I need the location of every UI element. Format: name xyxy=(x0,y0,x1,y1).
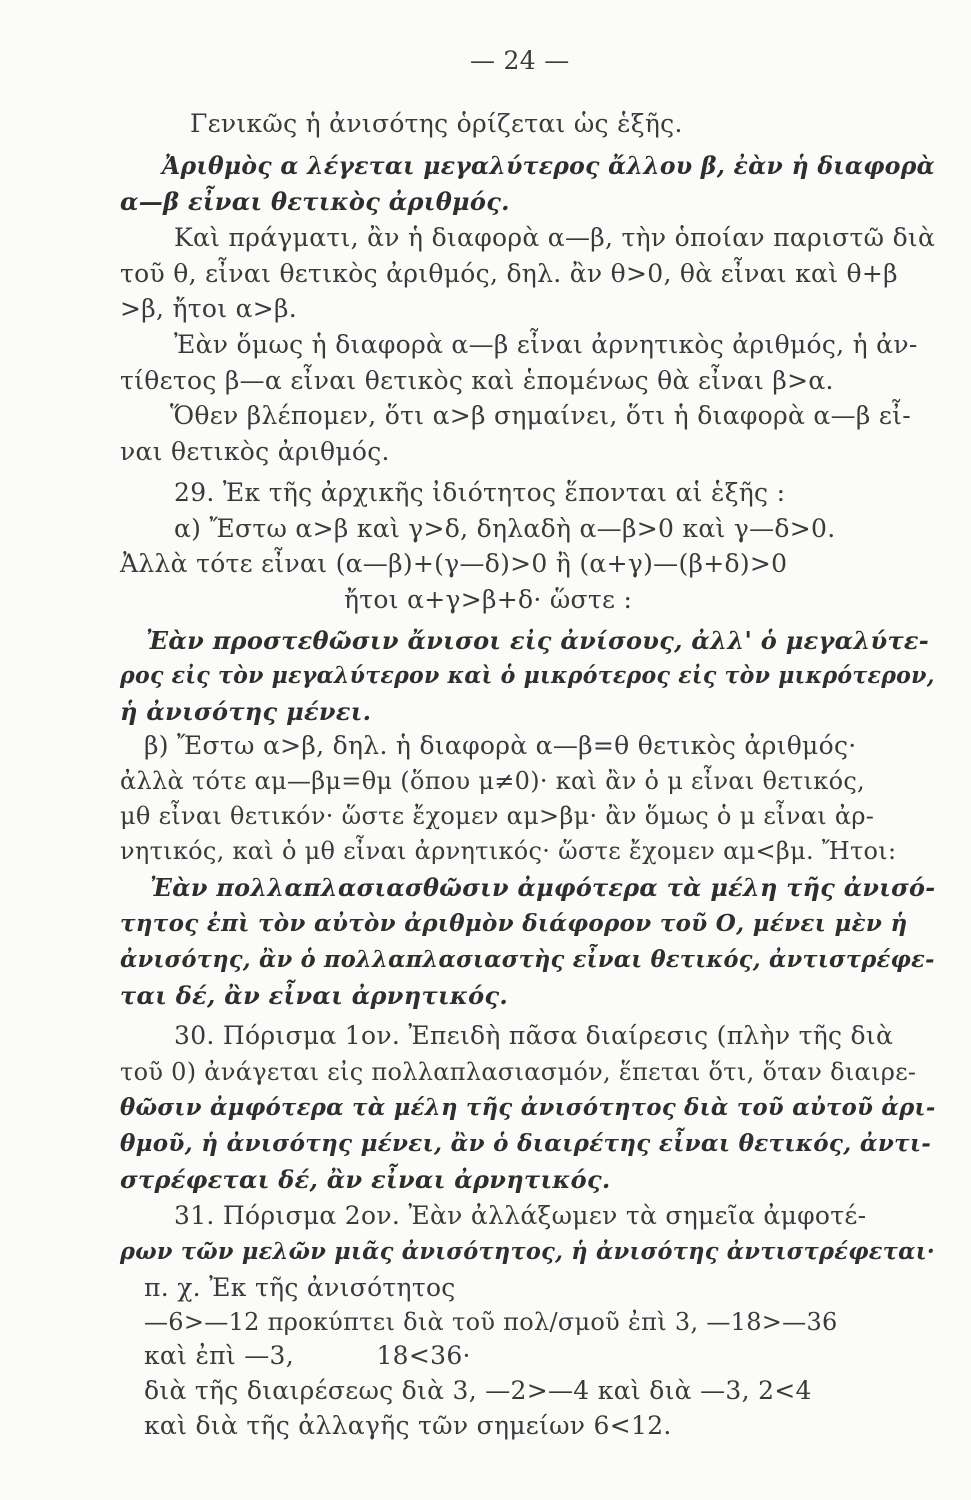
text-line: στρέφεται δέ, ἂν εἶναι ἀρνητικός. xyxy=(120,1165,611,1194)
text-line: ἀλλὰ τότε αμ—βμ=θμ (ὅπου μ≠0)· καὶ ἂν ὁ μ εἶναι θετικός, xyxy=(120,767,865,795)
text-line: τίθετος β—α εἶναι θετικὸς καὶ ἑπομένως θὰ εἶναι β>α. xyxy=(120,366,834,395)
text-line: 31. Πόρισμα 2ον. Ἐὰν ἀλλάξωμεν τὰ σημεῖα ἀμφοτέ- xyxy=(174,1201,867,1230)
text-line: Ὅθεν βλέπομεν, ὅτι α>β σημαίνει, ὅτι ἡ διαφορὰ α—β εἶ- xyxy=(170,401,912,430)
text-line: διὰ τῆς διαιρέσεως διὰ 3, —2>—4 καὶ διὰ —3, 2<4 xyxy=(144,1376,812,1405)
text-line: τητος ἐπὶ τὸν αὐτὸν ἀριθμὸν διάφορον τοῦ Ο, μένει μὲν ἡ xyxy=(120,910,908,937)
text-line: καὶ ἐπὶ —3, 18<36· xyxy=(144,1341,471,1370)
text-line: Ἐὰν ὅμως ἡ διαφορὰ α—β εἶναι ἀρνητικὸς ἀριθμός, ἡ ἀν- xyxy=(174,330,918,359)
text-line: —6>—12 προκύπτει διὰ τοῦ πολ/σμοῦ ἐπὶ 3, —18>—36 xyxy=(144,1308,838,1336)
text-line: Ἐὰν προστεθῶσιν ἄνισοι εἰς ἀνίσους, ἀλλ' ὁ μεγαλύτε- xyxy=(146,626,930,655)
text-line: β) Ἔστω α>β, δηλ. ἡ διαφορὰ α—β=θ θετικὸς ἀριθμός· xyxy=(144,731,857,760)
text-line: Ἀριθμὸς α λέγεται μεγαλύτερος ἄλλου β, ἐὰν ἡ διαφορὰ xyxy=(162,151,935,180)
text-line: Καὶ πράγματι, ἂν ἡ διαφορὰ α—β, τὴν ὁποίαν παριστῶ διὰ xyxy=(174,223,936,252)
text-line: τοῦ θ, εἶναι θετικὸς ἀριθμός, δηλ. ἂν θ>0, θὰ εἶναι καὶ θ+β xyxy=(120,259,898,288)
text-line: ναι θετικὸς ἀριθμός. xyxy=(120,437,390,466)
text-line: ρων τῶν μελῶν μιᾶς ἀνισότητος, ἡ ἀνισότης ἀντιστρέφεται· xyxy=(120,1238,935,1265)
text-line: τοῦ 0) ἀνάγεται εἰς πολλαπλασιασμόν, ἕπεται ὅτι, ὅταν διαιρε- xyxy=(120,1058,917,1086)
text-line: π. χ. Ἐκ τῆς ἀνισότητος xyxy=(144,1273,456,1302)
text-line: ρος εἰς τὸν μεγαλύτερον καὶ ὁ μικρότερος εἰς τὸν μικρότερον, xyxy=(120,662,935,689)
text-line: μθ εἶναι θετικόν· ὥστε ἔχομεν αμ>βμ· ἂν ὅμως ὁ μ εἶναι ἀρ- xyxy=(120,802,875,830)
text-line: ται δέ, ἂν εἶναι ἀρνητικός. xyxy=(120,981,509,1010)
text-line: ἡ ἀνισότης μένει. xyxy=(120,697,372,726)
text-line: καὶ διὰ τῆς ἀλλαγῆς τῶν σημείων 6<12. xyxy=(144,1411,672,1440)
text-line: >β, ἤτοι α>β. xyxy=(120,294,298,323)
text-line: νητικός, καὶ ὁ μθ εἶναι ἀρνητικός· ὥστε ἔχομεν αμ<βμ. Ἤτοι: xyxy=(120,837,897,865)
page-number: — 24 — xyxy=(470,46,570,75)
text-line: Γενικῶς ἡ ἀνισότης ὁρίζεται ὡς ἑξῆς. xyxy=(190,109,683,138)
text-line: θμοῦ, ἡ ἀνισότης μένει, ἂν ὁ διαιρέτης εἶναι θετικός, ἀντι- xyxy=(120,1130,932,1157)
text-line: ἤτοι α+γ>β+δ· ὥστε : xyxy=(344,585,633,614)
text-line: 29. Ἐκ τῆς ἀρχικῆς ἰδιότητος ἕπονται αἱ ἑξῆς : xyxy=(174,478,786,507)
text-line: α) Ἔστω α>β καὶ γ>δ, δηλαδὴ α—β>0 καὶ γ—δ>0. xyxy=(174,514,836,543)
text-line: 30. Πόρισμα 1ον. Ἐπειδὴ πᾶσα διαίρεσις (πλὴν τῆς διὰ xyxy=(174,1021,894,1050)
text-line: Ἀλλὰ τότε εἶναι (α—β)+(γ—δ)>0 ἢ (α+γ)—(β+δ)>0 xyxy=(120,549,788,578)
text-line: Ἐὰν πολλαπλασιασθῶσιν ἀμφότερα τὰ μέλη τῆς ἀνισό- xyxy=(150,873,936,902)
text-line: ἀνισότης, ἂν ὁ πολλαπλασιαστὴς εἶναι θετικός, ἀντιστρέφε- xyxy=(120,946,935,973)
text-line: θῶσιν ἀμφότερα τὰ μέλη τῆς ἀνισότητος διὰ τοῦ αὐτοῦ ἀρι- xyxy=(120,1094,936,1121)
text-line: α—β εἶναι θετικὸς ἀριθμός. xyxy=(120,187,510,216)
